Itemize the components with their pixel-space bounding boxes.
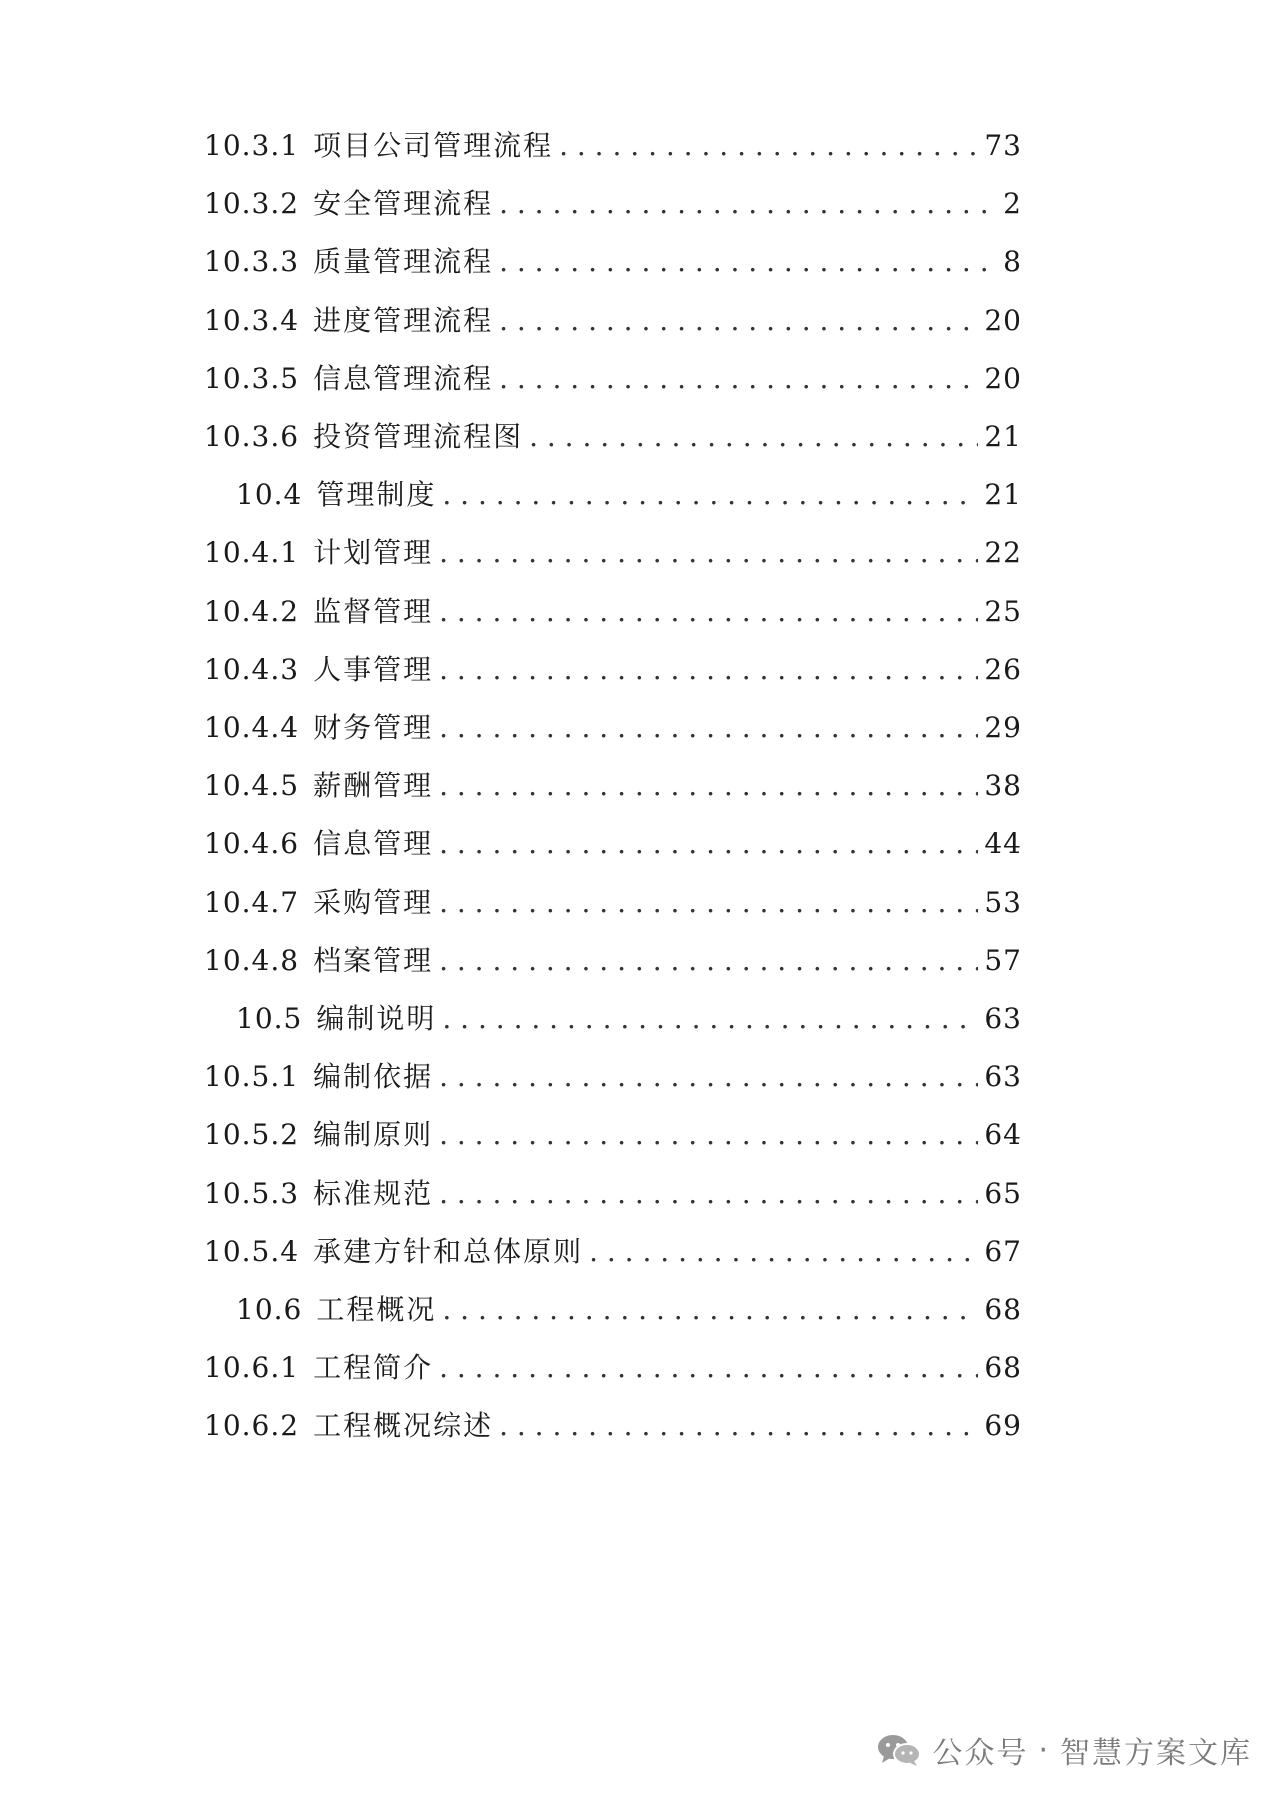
toc-entry[interactable] (204, 533, 1022, 573)
toc-entry-page-number: 64 (984, 1118, 1022, 1152)
toc-entry-number: 10.6.1 (204, 1351, 300, 1385)
toc-entry[interactable] (204, 592, 1022, 632)
toc-dot-leader (439, 1115, 978, 1155)
toc-entry-title: 进度管理流程 (313, 303, 494, 337)
toc-dot-leader (439, 1057, 978, 1097)
toc-entry-page-number: 8 (1003, 245, 1022, 279)
toc-entry-title: 编制原则 (313, 1118, 434, 1152)
toc-dot-leader (439, 650, 978, 690)
toc-entry-page-number: 73 (984, 129, 1022, 162)
toc-entry[interactable] (204, 1057, 1022, 1097)
toc-entry-page-number: 67 (984, 1234, 1022, 1268)
toc-entry-number: 10.4.4 (204, 711, 300, 744)
toc-entry[interactable] (204, 242, 1022, 282)
toc-entry-title: 标准规范 (313, 1176, 434, 1210)
toc-entry-title: 投资管理流程图 (313, 420, 524, 453)
toc-entry-page-number: 63 (984, 1060, 1022, 1094)
toc-entry-title: 薪酬管理 (313, 769, 434, 803)
toc-entry[interactable] (204, 824, 1022, 864)
toc-entry-number: 10.5 (236, 1002, 303, 1035)
toc-entry[interactable] (204, 184, 1022, 224)
toc-entry-page-number: 68 (984, 1351, 1022, 1385)
toc-entry-page-number: 20 (984, 303, 1022, 337)
toc-entry-page-number: 53 (984, 885, 1022, 919)
toc-entry-title: 监督管理 (313, 594, 434, 628)
toc-entry-number: 10.4.5 (204, 769, 300, 803)
toc-entry-page-number: 63 (984, 1002, 1022, 1035)
toc-entry-title: 工程概况 (316, 1293, 437, 1326)
toc-entry-number: 10.3.1 (204, 129, 300, 162)
toc-dot-leader (439, 1174, 978, 1214)
toc-entry-number: 10.5.2 (204, 1118, 300, 1152)
toc-entry-number: 10.4.7 (204, 885, 300, 919)
toc-entry[interactable] (204, 766, 1022, 806)
toc-entry-number: 10.3.6 (204, 420, 300, 453)
toc-entry-title: 编制说明 (316, 1002, 437, 1035)
toc-entry-page-number: 57 (984, 943, 1022, 977)
toc-entry-page-number: 44 (984, 827, 1022, 861)
watermark-name: 智慧方案文库 (1060, 1736, 1252, 1771)
toc-entry-page-number: 65 (984, 1176, 1022, 1210)
toc-entry-number: 10.3.5 (204, 361, 300, 395)
toc-entry-page-number: 21 (984, 478, 1022, 512)
toc-entry[interactable] (204, 359, 1022, 399)
toc-dot-leader (499, 301, 978, 341)
toc-entry[interactable] (204, 650, 1022, 690)
toc-entry-number: 10.4.2 (204, 594, 300, 628)
toc-dot-leader (589, 1232, 978, 1272)
toc-entry[interactable] (204, 1232, 1022, 1272)
toc-entry-title: 管理制度 (316, 478, 437, 512)
watermark-prefix: 公众号 (932, 1736, 1029, 1771)
toc-dot-leader (439, 1348, 978, 1388)
toc-entry-number: 10.4.3 (204, 652, 300, 686)
toc-entry[interactable] (204, 1406, 1022, 1446)
toc-entry-page-number: 69 (984, 1409, 1022, 1443)
toc-entry-title: 信息管理流程 (313, 361, 494, 395)
watermark-separator: · (1038, 1732, 1050, 1768)
toc-entry-page-number: 26 (984, 652, 1022, 686)
toc-entry-number: 10.4 (236, 478, 303, 512)
toc-entry-number: 10.5.3 (204, 1176, 300, 1210)
toc-entry-title: 信息管理 (313, 827, 434, 861)
toc-entry-number: 10.3.4 (204, 303, 300, 337)
toc-entry[interactable] (204, 708, 1022, 748)
toc-entry-number: 10.4.1 (204, 536, 300, 570)
toc-entry-number: 10.3.3 (204, 245, 300, 279)
toc-entry[interactable] (204, 126, 1022, 166)
toc-dot-leader (499, 359, 978, 399)
toc-entry-page-number: 21 (984, 420, 1022, 453)
toc-entry[interactable] (204, 883, 1022, 923)
toc-dot-leader (499, 1406, 978, 1446)
toc-dot-leader (499, 242, 986, 282)
toc-entry-title: 工程简介 (313, 1351, 434, 1385)
toc-entry[interactable] (204, 999, 1022, 1039)
toc-dot-leader (559, 126, 978, 166)
toc-entry[interactable] (204, 1174, 1022, 1214)
toc-entry-page-number: 25 (984, 594, 1022, 628)
toc-entry[interactable] (204, 1290, 1022, 1330)
toc-entry-title: 项目公司管理流程 (313, 129, 554, 162)
toc-dot-leader (529, 417, 978, 457)
watermark (876, 1728, 1252, 1772)
toc-entry-number: 10.4.6 (204, 827, 300, 861)
toc-dot-leader (442, 999, 978, 1039)
toc-entry-number: 10.5.4 (204, 1234, 300, 1268)
toc-entry-number: 10.3.2 (204, 187, 300, 221)
toc-entry[interactable] (204, 941, 1022, 981)
toc-entry-number: 10.5.1 (204, 1060, 300, 1094)
toc-entry[interactable] (204, 1348, 1022, 1388)
toc-entry-page-number: 20 (984, 361, 1022, 395)
toc-entry-title: 计划管理 (313, 536, 434, 570)
toc-entry-title: 人事管理 (313, 652, 434, 686)
toc-entry-title: 财务管理 (313, 711, 434, 744)
toc-entry-title: 承建方针和总体原则 (313, 1234, 584, 1268)
toc-entry-title: 安全管理流程 (313, 187, 494, 221)
toc-entry-title: 质量管理流程 (313, 245, 494, 279)
toc-dot-leader (439, 883, 978, 923)
toc-entry-page-number: 38 (984, 769, 1022, 803)
toc-entry-number: 10.6.2 (204, 1409, 300, 1443)
toc-dot-leader (439, 941, 978, 981)
toc-dot-leader (439, 708, 978, 748)
toc-entry[interactable] (204, 475, 1022, 515)
toc-dot-leader (439, 592, 978, 632)
toc-dot-leader (439, 824, 978, 864)
toc-dot-leader (499, 184, 986, 224)
toc-entry-title: 采购管理 (313, 885, 434, 919)
toc-dot-leader (442, 475, 978, 515)
toc-entry-title: 工程概况综述 (313, 1409, 494, 1443)
toc-entry[interactable] (204, 417, 1022, 457)
toc-entry[interactable] (204, 301, 1022, 341)
wechat-icon (876, 1732, 922, 1768)
toc-entry-page-number: 22 (984, 536, 1022, 570)
toc-entry-title: 编制依据 (313, 1060, 434, 1094)
toc-dot-leader (439, 766, 978, 806)
toc-entry-number: 10.4.8 (204, 943, 300, 977)
toc-entry-title: 档案管理 (313, 943, 434, 977)
toc-entry-page-number: 68 (984, 1293, 1022, 1326)
toc-dot-leader (439, 533, 978, 573)
toc-entry-number: 10.6 (236, 1293, 303, 1326)
toc-entry-page-number: 29 (984, 711, 1022, 744)
toc-entry-page-number: 2 (1003, 187, 1022, 221)
toc-dot-leader (442, 1290, 978, 1330)
toc-entry[interactable] (204, 1115, 1022, 1155)
